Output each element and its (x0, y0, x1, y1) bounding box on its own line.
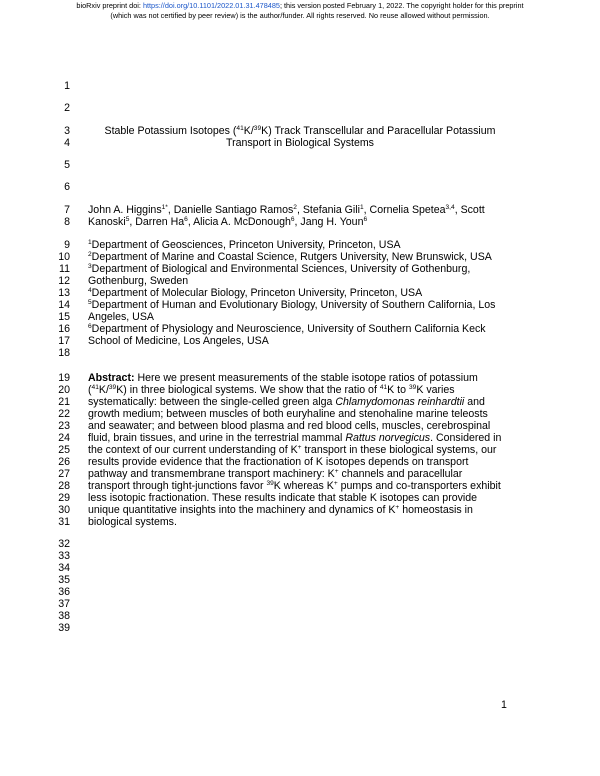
line-number: 7 (64, 204, 70, 216)
affiliation-1: $^1$Department of Geosciences, Princeton University, Princeton, USA (88, 239, 401, 251)
line-number: 16 (58, 323, 70, 335)
line-number: 34 (58, 562, 70, 574)
affiliation-4: $^4$Department of Molecular Biology, Princeton University, Princeton, USA (88, 287, 423, 299)
abstract-line: less isotopic fractionation. These results indicate that stable K isotopes can provide (88, 492, 478, 504)
header-line-2: (which was not certified by peer review) is the author/funder. All rights reserved. No reuse allowed without permission. (110, 10, 490, 20)
header-line-1: bioRxiv preprint doi: https://doi.org/10.1101/2022.01.31.478485; this version posted February 1, 2022. The copyright holder for this preprint (76, 1, 524, 10)
line-number: 4 (64, 137, 70, 149)
abstract-line: and seawater; and between blood plasma and red blood cells, muscles, cerebrospinal (88, 420, 491, 432)
line-number: 3 (64, 125, 70, 137)
line-number: 26 (58, 456, 70, 468)
affiliation-2: $^2$Department of Marine and Coastal Science, Rutgers University, New Brunswick, USA (88, 251, 492, 263)
paper-title-line-2: Transport in Biological Systems (226, 137, 374, 149)
line-number: 24 (58, 432, 70, 444)
paper-title-line-1: Stable Potassium Isotopes ($^{41}$K/$^{39}$K) Track Transcellular and Paracellular Potassium (104, 125, 496, 137)
line-number: 29 (58, 492, 70, 504)
line-number: 19 (58, 372, 70, 384)
authors-line-1: John A. Higgins$^{1*}$, Danielle Santiago Ramos$^2$, Stefania Gili$^1$, Cornelia Spetea$^{3,4}$, Scott (88, 204, 485, 216)
line-number: 23 (58, 420, 70, 432)
line-number: 8 (64, 216, 70, 228)
abstract-line: systematically: between the single-celled green alga Chlamydomonas reinhardtii and (88, 396, 485, 408)
affiliation-6: $^6$Department of Physiology and Neuroscience, University of Southern California Keck (88, 323, 486, 335)
line-number: 13 (58, 287, 70, 299)
abstract-line: transport through tight-junctions favor $^{39}$K whereas K+ pumps and co-transporters exhibit (88, 480, 501, 492)
line-number: 2 (64, 102, 70, 114)
line-number: 1 (64, 80, 70, 92)
abstract-line: fluid, brain tissues, and urine in the terrestrial mammal Rattus norvegicus. Considered in (88, 432, 502, 444)
line-number: 5 (64, 159, 70, 171)
line-number: 25 (58, 444, 70, 456)
line-number: 21 (58, 396, 70, 408)
abstract-line: Abstract: Here we present measurements of the stable isotope ratios of potassium (88, 372, 478, 384)
abstract-line: pathway and transmembrane transport machinery: K+ channels and paracellular (88, 468, 463, 480)
line-number: 20 (58, 384, 70, 396)
affiliation-6-cont: School of Medicine, Los Angeles, USA (88, 335, 269, 347)
line-number: 35 (58, 574, 70, 586)
line-number: 27 (58, 468, 70, 480)
line-number: 10 (58, 251, 70, 263)
abstract-line: results provide evidence that the fractionation of K isotopes depends on transport (88, 456, 469, 468)
doi-link[interactable]: https://doi.org/10.1101/2022.01.31.478485 (142, 1, 280, 10)
line-number: 38 (58, 610, 70, 622)
line-number: 14 (58, 299, 70, 311)
line-number: 6 (64, 181, 70, 193)
line-number: 30 (58, 504, 70, 516)
line-number: 12 (58, 275, 70, 287)
line-number: 11 (59, 263, 70, 275)
line-number: 31 (58, 516, 70, 528)
affiliation-3-cont: Gothenburg, Sweden (88, 275, 189, 287)
abstract-line: the context of our current understanding of K+ transport in these biological systems, our (88, 444, 497, 456)
line-number: 39 (58, 622, 70, 634)
authors-line-2: Kanoski$^5$, Darren Ha$^6$, Alicia A. McDonough$^6$, Jang H. Youn$^6$ (88, 216, 368, 228)
page-number: 1 (501, 699, 507, 711)
abstract-line: ($^{41}$K/$^{39}$K) in three biological systems. We show that the ratio of $^{41}$K to $^{39}$K varies (88, 384, 455, 396)
line-number: 28 (58, 480, 70, 492)
line-number: 32 (58, 538, 70, 550)
affiliation-5-cont: Angeles, USA (88, 311, 154, 323)
abstract-label: Abstract: (88, 372, 135, 384)
line-number: 33 (58, 550, 70, 562)
line-number: 37 (58, 598, 70, 610)
abstract-line: biological systems. (88, 516, 177, 528)
line-number: 22 (58, 408, 70, 420)
line-number: 17 (58, 335, 70, 347)
abstract-line: unique quantitative insights into the machinery and dynamics of K+ homeostasis in (88, 504, 473, 516)
line-number: 36 (58, 586, 70, 598)
line-number: 15 (58, 311, 70, 323)
affiliation-5: $^5$Department of Human and Evolutionary Biology, University of Southern California, Los (88, 299, 496, 311)
line-number: 18 (58, 347, 70, 359)
abstract-line: growth medium; between muscles of both euryhaline and stenohaline marine teleosts (88, 408, 488, 420)
preprint-header (0, 1, 600, 20)
affiliation-3: $^3$Department of Biological and Environmental Sciences, University of Gothenburg, (88, 263, 471, 275)
line-number: 9 (64, 239, 70, 251)
